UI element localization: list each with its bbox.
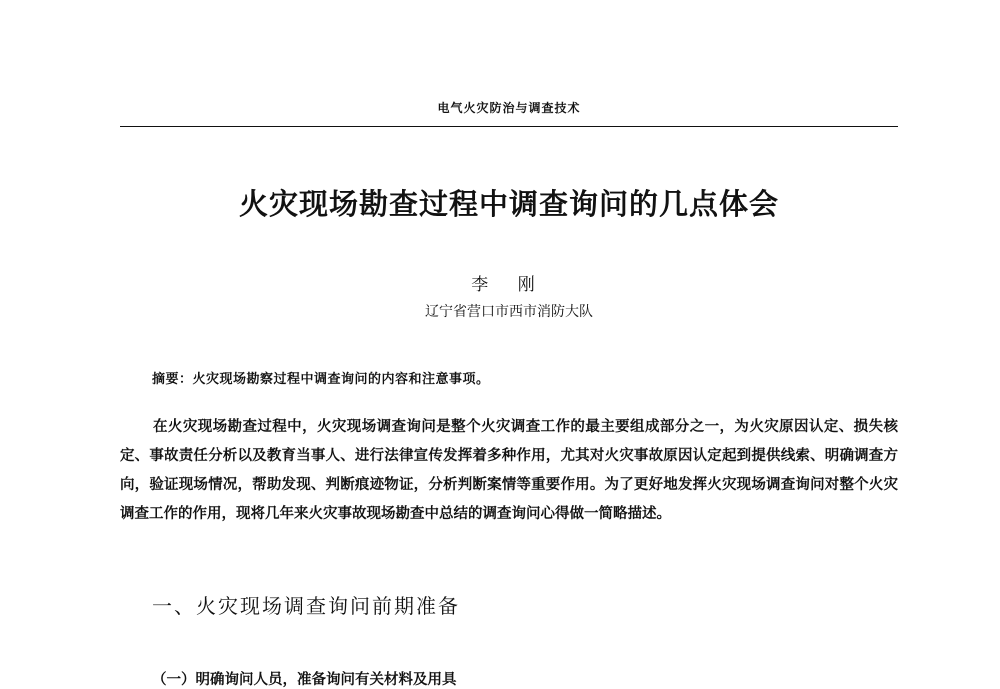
- body-paragraph: 在火灾现场勘查过程中，火灾现场调查询问是整个火灾调查工作的最主要组成部分之一，为火灾原因认定、损失核定、事故责任分析以及教育当事人、进行法律宣传发挥着多种作用，尤其对火灾事故原因认定起到提供线索、明确调查方向，验证现场情况，帮助发现、判断痕迹物证，分析判断案情等重要作用。为了更好地发挥火灾现场调查询问对整个火灾调查工作的作用，现将几年来火灾事故现场勘查中总结的调查询问心得做一简略描述。: [120, 419, 898, 522]
- header-rule: [120, 126, 898, 127]
- author-name: 李 刚: [471, 275, 547, 295]
- section-heading: 一、火灾现场调查询问前期准备: [152, 594, 460, 618]
- author-affiliation: 辽宁省营口市西市消防大队: [425, 304, 593, 320]
- abstract: 摘要：火灾现场勘察过程中调查询问的内容和注意事项。: [152, 372, 490, 387]
- running-header: 电气火灾防治与调查技术: [437, 101, 581, 115]
- subsection-heading: （一）明确询问人员，准备询问有关材料及用具: [152, 672, 457, 688]
- paper-title: 火灾现场勘查过程中调查询问的几点体会: [238, 187, 779, 221]
